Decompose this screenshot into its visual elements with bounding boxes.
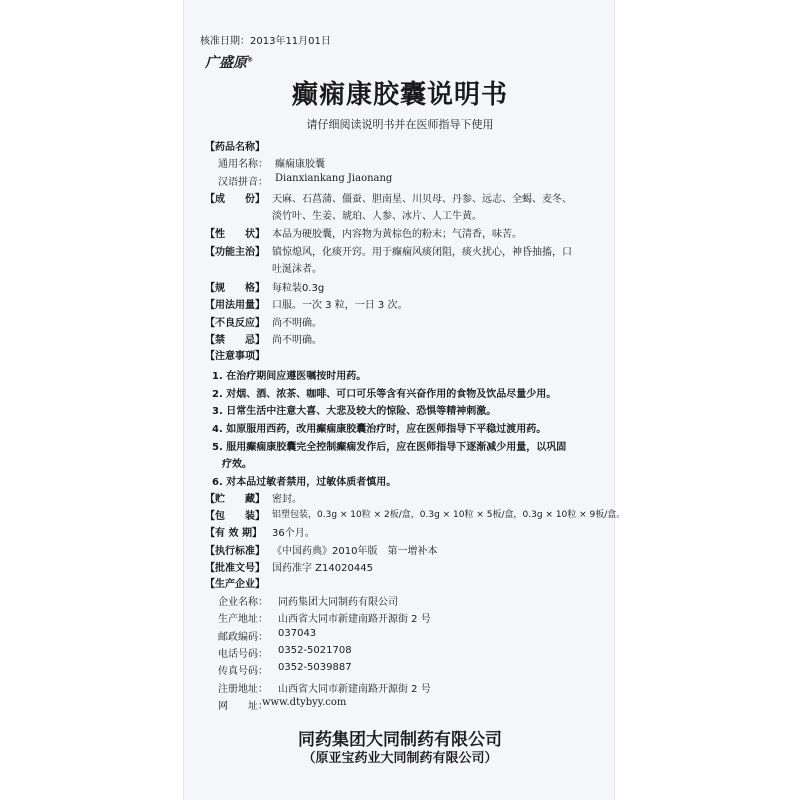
phone-label: 电话号码：	[218, 649, 268, 660]
ingredients-line1: 天麻、石菖蒲、僵蚕、胆南星、川贝母、丹参、远志、全蝎、麦冬、	[272, 194, 572, 205]
manufacturer-heading: 【生产企业】	[205, 579, 265, 590]
standard-value: 《中国药典》2010年版 第一增补本	[272, 546, 438, 557]
precaution-item-6: 6. 对本品过敏者禁用，过敏体质者慎用。	[212, 477, 397, 488]
trademark-mark: ®	[247, 56, 253, 64]
indications-line1: 镇惊熄风，化痰开窍。用于癫痫风痰闭阻，痰火扰心，神昏抽搐，口	[272, 247, 572, 258]
phone-value: 0352-5021708	[278, 645, 352, 656]
ingredients-label: 【成 份】	[205, 194, 265, 205]
precautions-heading: 【注意事项】	[205, 351, 265, 362]
storage-value: 密封。	[272, 494, 302, 505]
postal-code-value: 037043	[278, 628, 317, 639]
pinyin-value: Dianxiankang Jiaonang	[275, 173, 393, 184]
registered-address-value: 山西省大同市新建南路开源街 2 号	[278, 684, 431, 695]
approval-no-value: 国药准字 Z14020445	[272, 563, 373, 574]
spec-value: 每粒装0.3g	[272, 283, 325, 294]
approval-date: 核准日期：2013年11月01日	[200, 36, 331, 47]
production-address-value: 山西省大同市新建南路开源街 2 号	[278, 614, 431, 625]
package-value: 铝塑包装，0.3g × 10粒 × 2板/盒，0.3g × 10粒 × 5板/盒，0.3g × 10粒 × 9板/盒。	[272, 510, 626, 520]
adverse-label: 【不良反应】	[205, 318, 265, 329]
indications-line2: 吐涎沫者。	[272, 264, 322, 275]
indications-label: 【功能主治】	[205, 247, 265, 258]
adverse-value: 尚不明确。	[272, 318, 322, 329]
company-name-value: 同药集团大同制药有限公司	[278, 597, 398, 608]
usage-label: 【用法用量】	[205, 300, 265, 311]
validity-label: 【有 效 期】	[205, 528, 262, 539]
validity-value: 36个月。	[272, 528, 315, 539]
postal-code-label: 邮政编码：	[218, 632, 268, 643]
spec-label: 【规 格】	[205, 283, 265, 294]
properties-label: 【性 状】	[205, 229, 265, 240]
common-name-label: 通用名称：	[218, 159, 268, 170]
company-name-label: 企业名称：	[218, 597, 268, 608]
contra-value: 尚不明确。	[272, 335, 322, 346]
drug-name-heading: 【药品名称】	[205, 142, 265, 153]
ingredients-line2: 淡竹叶、生姜、琥珀、人参、冰片、人工牛黄。	[272, 211, 482, 222]
properties-value: 本品为硬胶囊，内容物为黄棕色的粉末；气清香，味苦。	[272, 229, 522, 240]
contra-label: 【禁 忌】	[205, 335, 265, 346]
registered-address-label: 注册地址：	[218, 684, 268, 695]
fax-label: 传真号码：	[218, 666, 268, 677]
precaution-item-4: 4. 如原服用西药，改用癫痫康胶囊治疗时，应在医师指导下平稳过渡用药。	[212, 424, 547, 435]
brand-logo	[205, 52, 253, 72]
common-name-value: 癫痫康胶囊	[275, 159, 325, 170]
footer-company-name: 同药集团大同制药有限公司	[298, 730, 502, 750]
precaution-item-3: 3. 日常生活中注意大喜、大悲及较大的惊险、恐惧等精神刺激。	[212, 406, 497, 417]
precaution-item-2: 2. 对烟、酒、浓茶、咖啡、可口可乐等含有兴奋作用的食物及饮品尽量少用。	[212, 389, 557, 400]
fax-value: 0352-5039887	[278, 662, 352, 673]
precaution-item-5-cont: 疗效。	[222, 459, 252, 470]
page-subtitle: 请仔细阅读说明书并在医师指导下使用	[306, 118, 494, 131]
website-value[interactable]: www.dtybyy.com	[262, 697, 347, 708]
package-label: 【包 装】	[205, 511, 265, 522]
standard-label: 【执行标准】	[205, 546, 265, 557]
pinyin-label: 汉语拼音：	[218, 177, 268, 188]
approval-no-label: 【批准文号】	[205, 563, 265, 574]
usage-value: 口服。一次 3 粒，一日 3 次。	[272, 300, 408, 311]
precaution-item-1: 1. 在治疗期间应遵医嘱按时用药。	[212, 371, 367, 382]
page-title: 癫痫康胶囊说明书	[291, 80, 508, 110]
website-label: 网 址：	[218, 701, 268, 712]
production-address-label: 生产地址：	[218, 614, 268, 625]
brand-name: 广盛原	[205, 55, 247, 71]
storage-label: 【贮 藏】	[205, 494, 265, 505]
footer-former-name: （原亚宝药业大同制药有限公司）	[302, 751, 498, 766]
precaution-item-5: 5. 服用癫痫康胶囊完全控制癫痫发作后，应在医师指导下逐渐减少用量，以巩固	[212, 442, 567, 453]
